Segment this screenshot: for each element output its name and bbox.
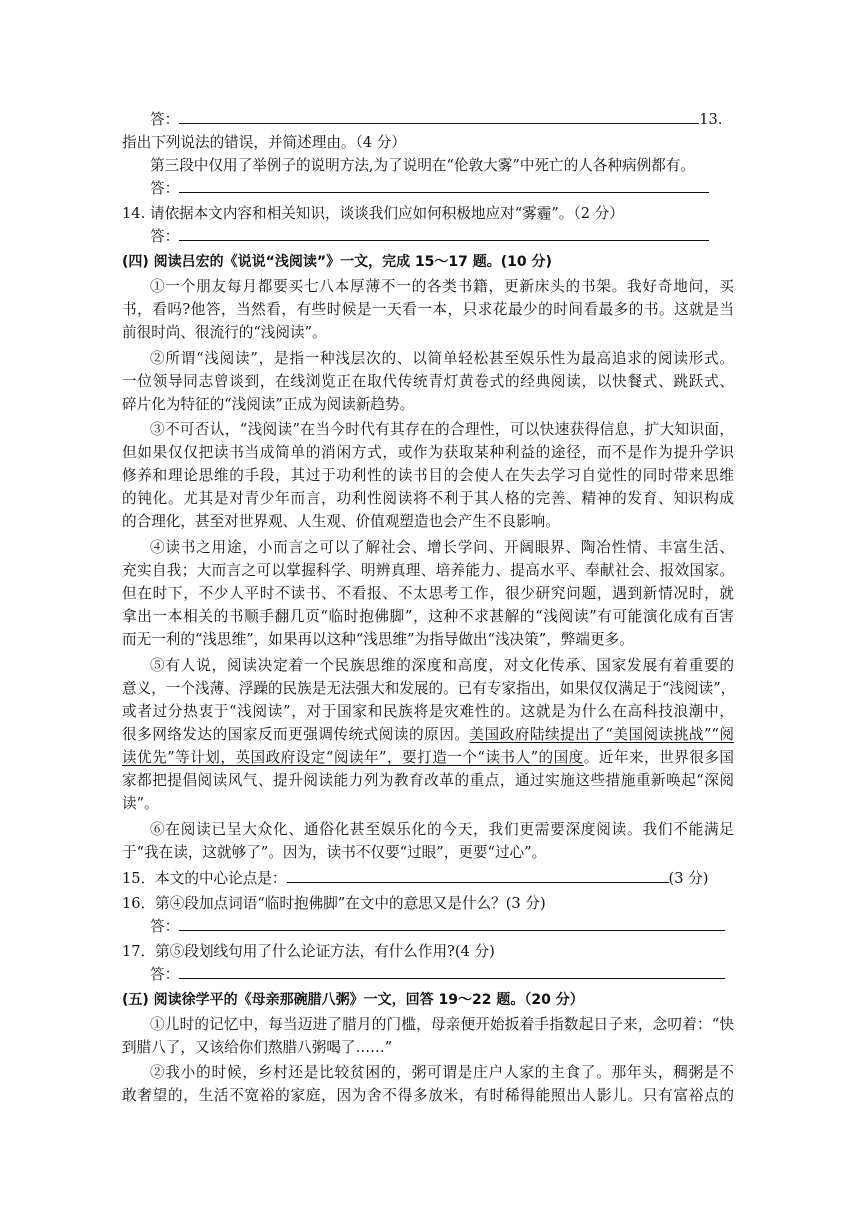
q12-answer-line [150, 108, 734, 131]
answer-blank[interactable] [179, 915, 725, 931]
s4-p2-line: 碎片化为特征的“浅阅读”正成为阅读新趋势。 [122, 396, 415, 413]
s4-p5-line: 读”。 [122, 795, 159, 812]
s4-p5-line-with-underline [122, 723, 734, 746]
s4-p3-line: 修养和理论思维的手段，其过于功利性的读书目的会使人在失去学习自觉性的同时带来思维 [122, 467, 734, 484]
answer-blank[interactable] [179, 963, 725, 979]
text-run: 很多网络发达的国家反而更强调传统式阅读的原因。 [122, 726, 470, 743]
answer-prefix: 答： [150, 918, 180, 935]
q13-statement: 第三段中仅用了举例子的说明方法,为了说明在“伦敦大雾”中死亡的人各种病例都有。 [150, 157, 695, 174]
text-run: 。近年来，世界很多国 [583, 749, 734, 766]
q16-answer-line [150, 915, 734, 938]
s4-p5-line: 意义，一个浅薄、浮躁的民族是无法强大和发展的。已有专家指出，如果仅仅满足于“浅阅读”， [122, 680, 736, 697]
s4-p1-line: 前很时尚、很流行的“浅阅读”。 [122, 324, 327, 341]
s4-p3-line: 的钝化。尤其是对青少年而言，功利性阅读将不利于其人格的完善、精神的发育、知识构成 [122, 490, 734, 507]
s4-p2-line: 一位领导同志曾谈到，在线浏览正在取代传统青灯黄卷式的经典阅读，以快餐式、跳跃式、 [122, 373, 734, 390]
points: (3 分) [668, 870, 709, 887]
q16-prompt: 16．第④段加点词语“临时抱佛脚”在文中的意思又是什么？(3 分) [122, 895, 546, 912]
s5-p1-line: ①儿时的记忆中，每当迈进了腊月的门槛，母亲便开始扳着手指数起日子来，念叨着：“快 [150, 1016, 734, 1033]
s4-p6-line: 于“我在读，这就够了”。因为，读书不仅要“过眼”，更要“过心”。 [122, 844, 547, 861]
underlined-sentence: 读优先”等计划，英国政府设定“阅读年”，要打造一个“读书人”的国度 [122, 749, 584, 766]
s4-p1-line: 书，看吗?他答，当然看，有些时候是一天看一本，只求花最少的时间看最多的书。这就是当 [122, 301, 734, 318]
s4-p4-line: ④读书之用途，小而言之可以了解社会、增长学问、开阔眼界、陶冶性情、丰富生活、 [150, 539, 734, 556]
s4-p4-line: 充实自我；大而言之可以掌握科学、明辨真理、培养能力、提高水平、奉献社会、报效国家。 [122, 562, 734, 579]
s4-p3-line: ③不可否认，“浅阅读”在当今时代有其存在的合理性，可以快速获得信息，扩大知识面， [150, 421, 734, 438]
s4-p4-line: 拿出一本相关的书顺手翻几页“临时抱佛脚”，这种不求甚解的“浅阅读”有可能演化成有百害 [122, 608, 734, 625]
q13-prompt: 指出下列说法的错误，并简述理由。（4 分） [122, 134, 406, 151]
underlined-sentence: 美国政府陆续提出了“美国阅读挑战”“阅 [469, 726, 734, 743]
question-number: 13. [699, 111, 723, 128]
section4-title: (四) 阅读吕宏的《说说“浅阅读”》一文，完成 15～17 题。(10 分) [122, 254, 552, 270]
answer-blank[interactable] [179, 177, 709, 193]
s4-p5-line-with-underline [122, 746, 734, 769]
answer-blank[interactable] [179, 108, 699, 124]
s4-p6-line: ⑥在阅读已呈大众化、通俗化甚至娱乐化的今天，我们更需要深度阅读。我们不能满足 [150, 821, 734, 838]
q17-prompt: 17．第⑤段划线句用了什么论证方法，有什么作用?(4 分) [122, 943, 495, 960]
s4-p4-line: 而无一利的“浅思维”，如果再以这种“浅思维”为指导做出“浅决策”，弊端更多。 [122, 631, 634, 648]
q15-line [122, 867, 734, 890]
answer-prefix: 答： [150, 966, 180, 983]
answer-prefix: 答： [150, 228, 180, 245]
s4-p3-line: 的合理化，甚至对世界观、人生观、价值观塑造也会产生不良影响。 [122, 513, 560, 530]
answer-blank[interactable] [287, 867, 669, 883]
s5-p1-line: 到腊八了，又该给你们熬腊八粥喝了……” [122, 1039, 393, 1056]
s4-p5-line: 家都把提倡阅读风气、提升阅读能力列为教育改革的重点，通过实施这些措施重新唤起“深阅 [122, 772, 734, 789]
s4-p2-line: ②所谓“浅阅读”，是指一种浅层次的、以简单轻松甚至娱乐性为最高追求的阅读形式。 [150, 350, 734, 367]
s5-p2-line: 敢奢望的，生活不宽裕的家庭，因为舍不得多放米，有时稀得能照出人影儿。只有富裕点的 [122, 1087, 734, 1104]
s4-p1-line: ①一个朋友每月都要买七八本厚薄不一的各类书籍，更新床头的书架。我好奇地问，买 [150, 278, 734, 295]
answer-prefix: 答： [150, 111, 180, 128]
q13-answer-line [150, 177, 734, 200]
s4-p3-line: 但如果仅仅把读书当成简单的消闲方式，或作为获取某种利益的途径，而不是作为提升学识 [122, 444, 734, 461]
s4-p4-line: 但在时下，不少人平时不读书、不看报、不太思考工作，很少研究问题，遇到新情况时，就 [122, 585, 734, 602]
q15-prompt: 15．本文的中心论点是： [122, 870, 287, 887]
answer-prefix: 答： [150, 180, 180, 197]
s5-p2-line: ②我小的时候，乡村还是比较贫困的，粥可谓是庄户人家的主食了。那年头，稠粥是不 [150, 1064, 734, 1081]
answer-blank[interactable] [179, 225, 709, 241]
q14-prompt: 14. 请依据本文内容和相关知识，谈谈我们应如何积极地应对“雾霾”。（2 分） [122, 205, 624, 222]
section5-title: (五) 阅读徐学平的《母亲那碗腊八粥》一文，回答 19～22 题。（20 分） [122, 992, 584, 1008]
s4-p5-line: 或者过分热衷于“浅阅读”，对于国家和民族将是灾难性的。这就是为什么在高科技浪潮中， [122, 703, 734, 720]
q14-answer-line [150, 225, 734, 248]
q17-answer-line [150, 963, 734, 986]
s4-p5-line: ⑤有人说，阅读决定着一个民族思维的深度和高度，对文化传承、国家发展有着重要的 [150, 657, 734, 674]
